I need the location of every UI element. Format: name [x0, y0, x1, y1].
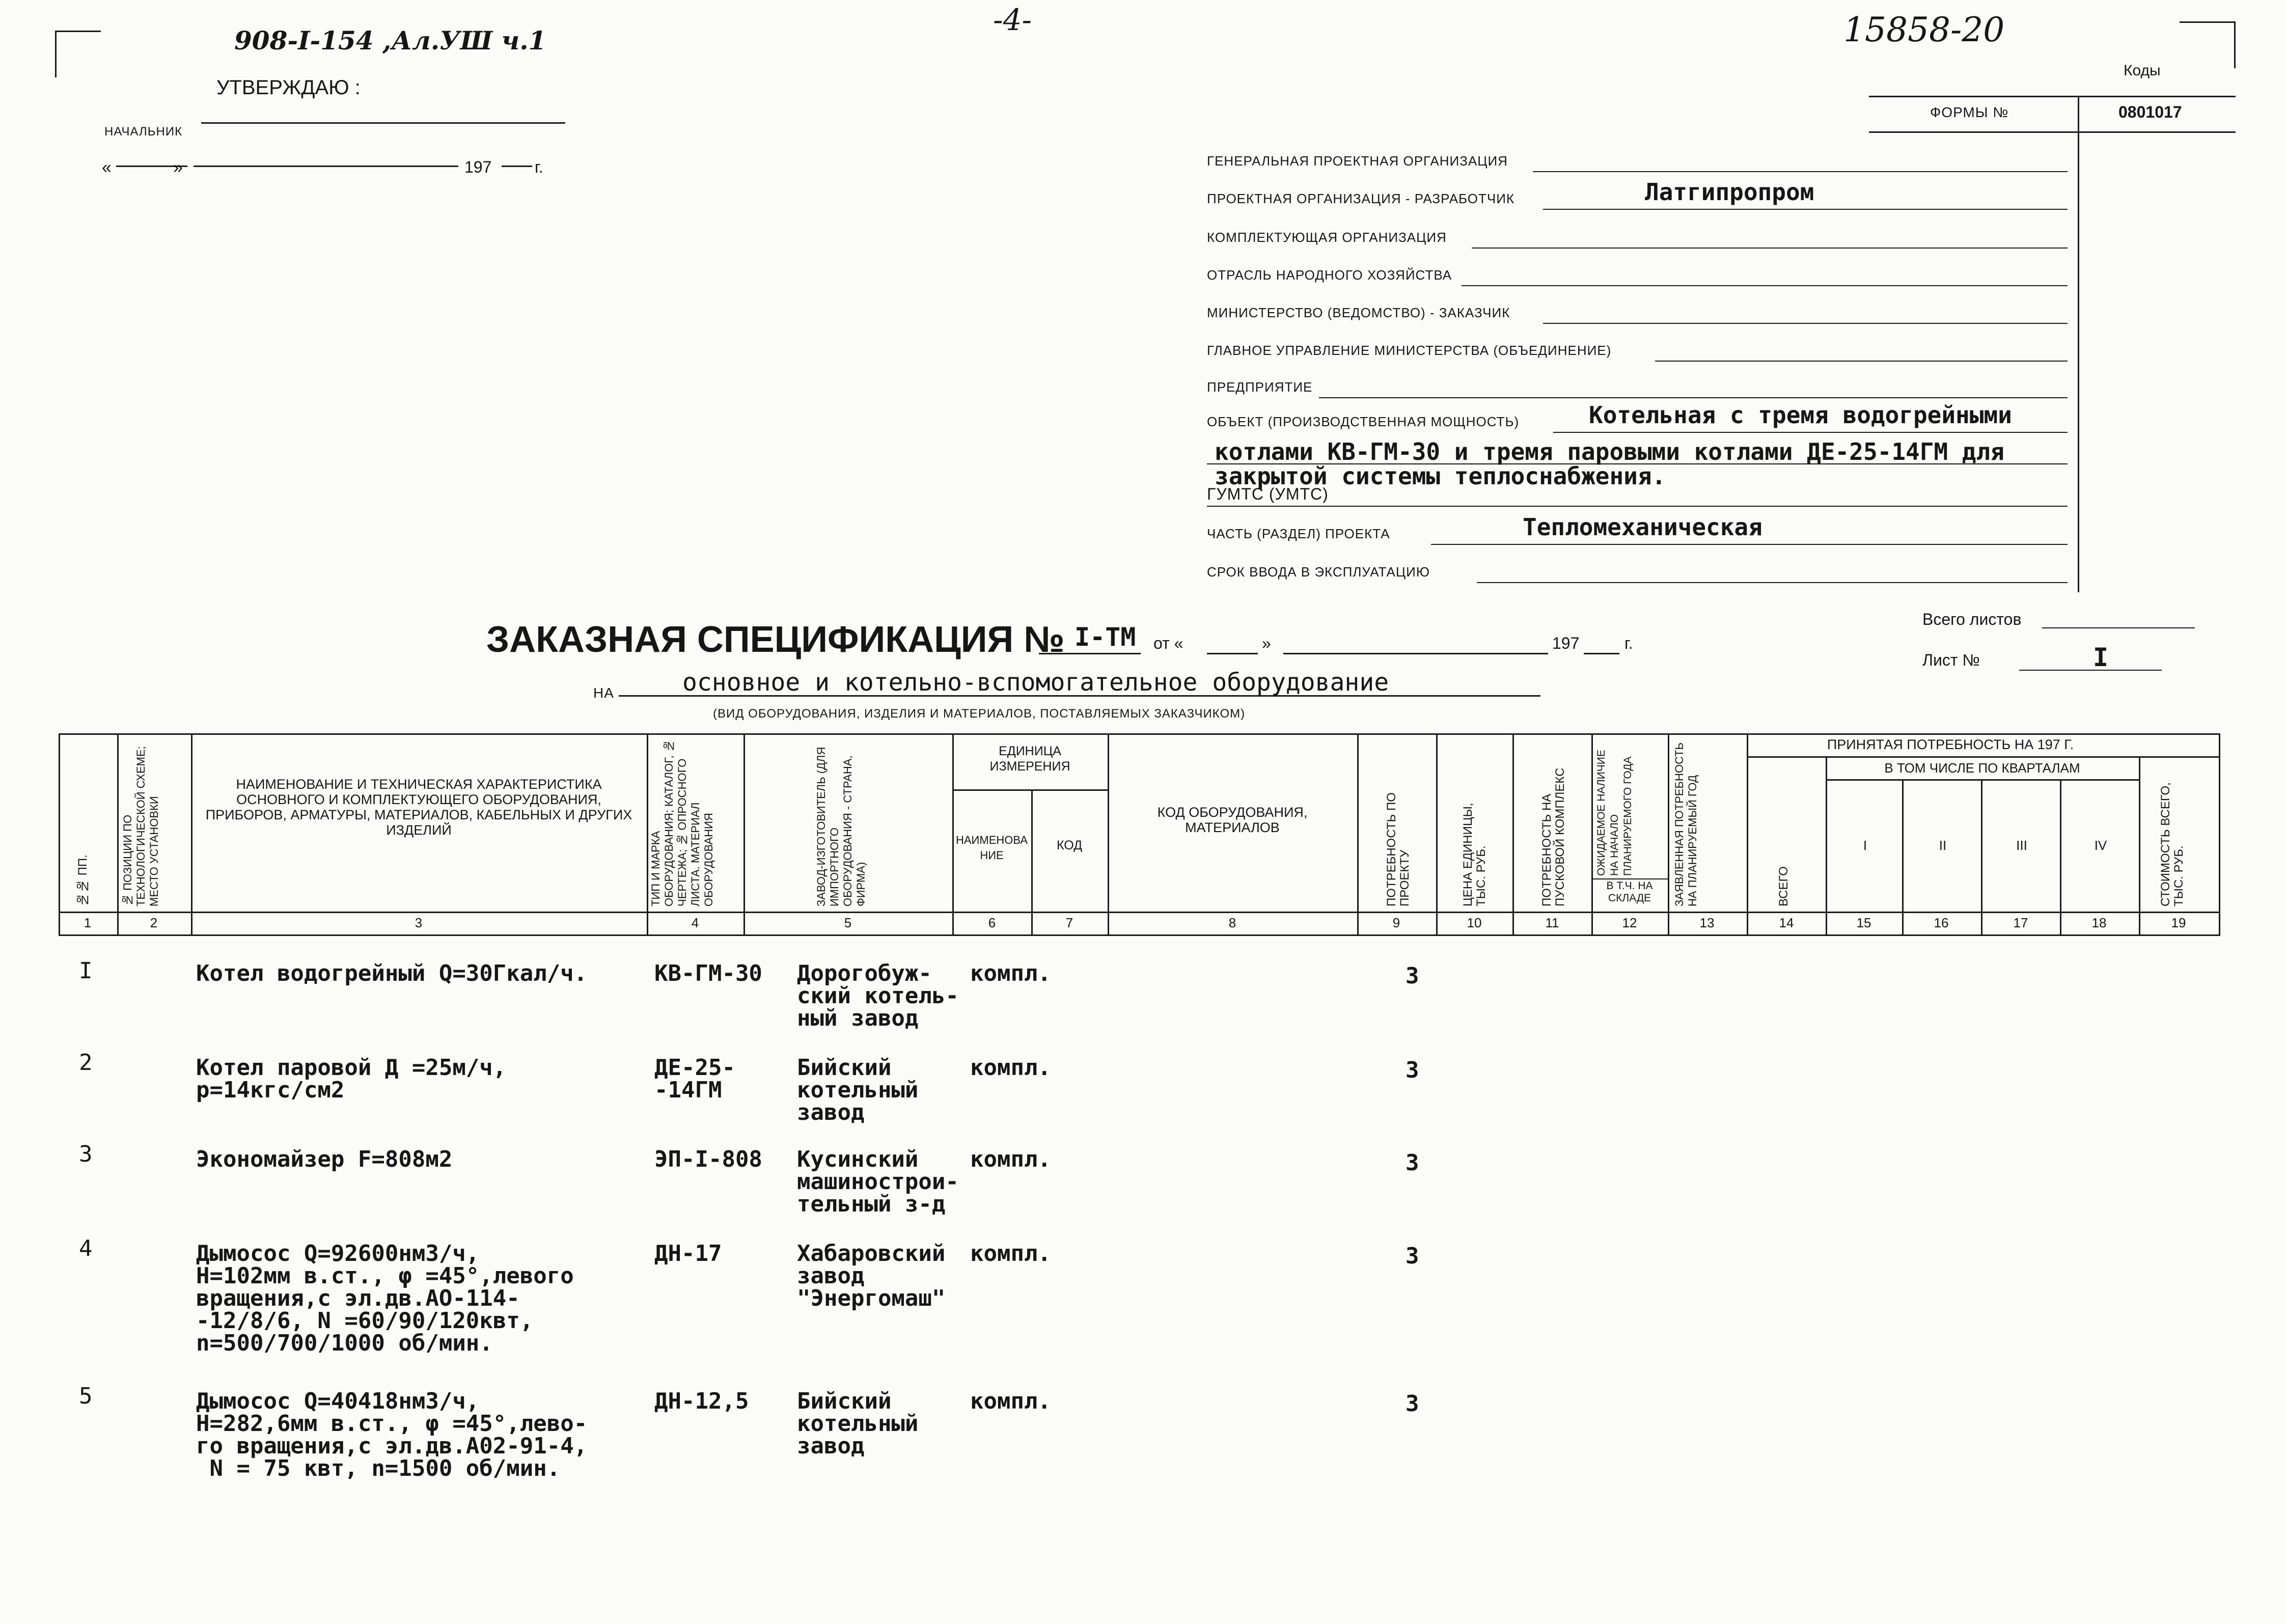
row-number: 3	[79, 1141, 93, 1167]
colnum: 5	[844, 915, 852, 930]
colnum: 14	[1779, 915, 1794, 930]
org-row-ministry	[1207, 293, 2068, 324]
row-unit: компл.	[970, 1388, 1051, 1414]
developer-name: Латгипропром	[1645, 178, 1814, 206]
corner-mark-left	[55, 31, 57, 77]
row-number: I	[79, 958, 93, 984]
colnum: 2	[150, 915, 158, 930]
codes-title: Коды	[2124, 62, 2161, 79]
row-name-line: вращения,с эл.дв.АО-114-	[196, 1285, 520, 1311]
header-price: ЦЕНА ЕДИНИЦЫ, ТЫС. РУБ.	[1461, 803, 1488, 906]
header-unit-name: НАИМЕНОВАНИЕ	[956, 834, 1028, 862]
org-line	[1543, 323, 2068, 324]
project-part: Тепломеханическая	[1523, 513, 1762, 541]
header-expected: ОЖИДАЕМОЕ НАЛИЧИЕ НА НАЧАЛО ПЛАНИРУЕМОГО ГОДА	[1595, 750, 1634, 876]
col-line	[1031, 789, 1033, 934]
org-line	[1462, 285, 2068, 286]
org-row-object	[1207, 402, 2068, 433]
unit-subheader-line	[952, 789, 1108, 791]
date-year-suffix: г.	[535, 158, 543, 176]
org-row-project-part	[1207, 514, 2068, 545]
spec-number-line	[1039, 653, 1141, 654]
colnum: 13	[1699, 915, 1715, 930]
subject-line	[619, 695, 1540, 697]
header-pp: №№ ПП.	[76, 855, 90, 906]
object-continued-2: закрытой системы теплоснабжения.	[1215, 462, 1666, 490]
col-line	[1591, 733, 1593, 934]
row-unit: компл.	[970, 1146, 1051, 1172]
header-quarters: В ТОМ ЧИСЛЕ ПО КВАРТАЛАМ	[1884, 760, 2080, 776]
approve-label: УТВЕРЖДАЮ :	[216, 76, 361, 99]
row-maker-line: Хабаровский	[797, 1241, 946, 1267]
col-line	[2219, 733, 2220, 934]
table-top-border	[59, 733, 2220, 735]
subject-caption: (ВИД ОБОРУДОВАНИЯ, ИЗДЕЛИЯ И МАТЕРИАЛОВ, ПОСТАВЛЯЕМЫХ ЗАКАЗЧИКОМ)	[713, 707, 1246, 721]
col12-sub-line	[1591, 878, 1668, 879]
org-label: МИНИСТЕРСТВО (ВЕДОМСТВО) - ЗАКАЗЧИК	[1207, 305, 1510, 320]
spec-number: I-ТМ	[1075, 622, 1136, 652]
header-q4: IV	[2094, 838, 2107, 853]
sheet-no: I	[2093, 643, 2109, 672]
row-maker-line: завод	[797, 1099, 865, 1125]
org-label: ГУМТС (УМТС)	[1207, 485, 1329, 503]
row-unit: компл.	[970, 1055, 1051, 1081]
spec-year-line	[1584, 653, 1619, 654]
header-need: ПОТРЕБНОСТЬ ПО ПРОЕКТУ	[1385, 792, 1412, 906]
colnum: 7	[1065, 915, 1073, 930]
col-line	[1668, 733, 1669, 934]
row-maker-line: ный завод	[797, 1005, 919, 1031]
org-line	[1431, 544, 2068, 545]
table-colnum-bottom	[59, 934, 2220, 936]
colnum: 19	[2171, 915, 2186, 930]
row-qty: 3	[1406, 1150, 1419, 1176]
chief-signature-line	[201, 122, 565, 124]
sheet-no-label: Лист №	[1922, 651, 1980, 669]
colnum: 16	[1934, 915, 1949, 930]
row-name-line: n=500/700/1000 об/мин.	[196, 1330, 493, 1356]
col-line	[952, 733, 954, 934]
date-quote-open: «	[102, 158, 112, 177]
row-maker-line: тельный з-д	[797, 1191, 946, 1217]
col-line	[1902, 779, 1904, 934]
spec-quote-close: »	[1262, 634, 1271, 652]
spec-day-line	[1207, 653, 1258, 654]
spec-month-line	[1283, 653, 1548, 654]
header-warehouse: В Т.Ч. НА СКЛАДЕ	[1606, 880, 1653, 904]
header-position: № ПОЗИЦИИ ПО ТЕХНОЛОГИЧЕСКОЙ СХЕМЕ; МЕСТО УСТАНОВКИ	[121, 746, 160, 906]
row-type-line: ДН-12,5	[654, 1388, 749, 1414]
codes-divider	[2078, 96, 2079, 592]
row-maker-line: котельный	[797, 1411, 919, 1437]
org-label: ОТРАСЛЬ НАРОДНОГО ХОЗЯЙСТВА	[1207, 267, 1452, 283]
row-maker-line: ский котель-	[797, 983, 959, 1009]
row-maker-line: Кусинский	[797, 1146, 919, 1172]
header-unit-group: ЕДИНИЦА ИЗМЕРЕНИЯ	[989, 744, 1070, 774]
org-row-commissioning	[1207, 553, 2068, 583]
row-qty: 3	[1406, 963, 1419, 989]
total-sheets-label: Всего листов	[1922, 610, 2022, 628]
row-name-line: -12/8/6, N =60/90/120квт,	[196, 1308, 534, 1334]
org-line	[1477, 582, 2068, 583]
accepted-subheader-line	[1747, 756, 2219, 758]
header-total: ВСЕГО	[1777, 866, 1791, 906]
header-name: НАИМЕНОВАНИЕ И ТЕХНИЧЕСКАЯ ХАРАКТЕРИСТИКА ОСНОВНОГО И КОМПЛЕКТУЮЩЕГО ОБОРУДОВАНИЯ, ПРИБОРОВ, АРМАТУРЫ, МАТЕРИАЛОВ, КАБЕЛЬНЫХ И ДРУГИХ ИЗДЕЛИЙ	[205, 777, 632, 838]
org-row-general	[1207, 142, 2068, 172]
row-name-line: Дымосос Q=92600нм3/ч,	[196, 1241, 480, 1267]
row-unit: компл.	[970, 960, 1051, 986]
row-maker-line: Дорогобуж-	[797, 960, 932, 986]
total-sheets-line	[2042, 627, 2195, 628]
col-line	[743, 733, 745, 934]
corner-mark-left-top	[55, 31, 101, 32]
row-name-line: Н=102мм в.ст., φ =45°,левого	[196, 1263, 574, 1289]
colnum: 10	[1467, 915, 1482, 930]
org-line	[1207, 506, 2068, 507]
header-claimed: ЗАЯВЛЕННАЯ ПОТРЕБНОСТЬ НА ПЛАНИРУЕМЫЙ ГОД	[1673, 742, 1699, 906]
spec-title: ЗАКАЗНАЯ СПЕЦИФИКАЦИЯ №	[486, 619, 1065, 660]
header-q1: I	[1863, 838, 1867, 853]
form-code: 0801017	[2118, 103, 2182, 121]
col-line	[1981, 779, 1982, 934]
col-line	[1436, 733, 1438, 934]
form-number-label: ФОРМЫ №	[1930, 104, 2009, 120]
colnum: 6	[988, 915, 996, 930]
row-number: 2	[79, 1050, 93, 1076]
subject: основное и котельно-вспомогательное оборудование	[682, 668, 1389, 697]
row-type-line: -14ГМ	[654, 1077, 722, 1103]
header-equipment-code: КОД ОБОРУДОВАНИЯ, МАТЕРИАЛОВ	[1157, 805, 1308, 835]
org-row-enterprise	[1207, 368, 2068, 398]
row-unit: компл.	[970, 1241, 1051, 1267]
row-maker-line: "Энергомаш"	[797, 1285, 946, 1311]
row-maker-line: котельный	[797, 1077, 919, 1103]
org-label: СРОК ВВОДА В ЭКСПЛУАТАЦИЮ	[1207, 564, 1430, 580]
header-cost: СТОИМОСТЬ ВСЕГО, ТЫС. РУБ.	[2159, 782, 2186, 906]
col-line	[191, 733, 192, 934]
row-qty: 3	[1406, 1057, 1419, 1083]
org-line	[1543, 209, 2068, 210]
sheet-no-line	[2019, 670, 2162, 671]
subject-na: НА	[593, 685, 614, 701]
codes-top-line	[1869, 96, 2236, 97]
org-label: ГЕНЕРАЛЬНАЯ ПРОЕКТНАЯ ОРГАНИЗАЦИЯ	[1207, 153, 1508, 169]
col-line	[1512, 733, 1514, 934]
row-type-line: КВ-ГМ-30	[654, 960, 762, 986]
header-q3: III	[2016, 838, 2027, 853]
col-line	[2139, 756, 2140, 934]
header-maker: ЗАВОД-ИЗГОТОВИТЕЛЬ (ДЛЯ ИМПОРТНОГО ОБОРУДОВАНИЯ - СТРАНА, ФИРМА)	[815, 747, 867, 906]
doc-code: 908-I-154 ,Ал.УШ ч.1	[234, 25, 546, 56]
org-label: ПРЕДПРИЯТИЕ	[1207, 379, 1313, 395]
table-header-bottom	[59, 912, 2220, 913]
row-maker-line: Бийский	[797, 1055, 892, 1081]
colnum: 15	[1856, 915, 1871, 930]
org-label: ЧАСТЬ (РАЗДЕЛ) ПРОЕКТА	[1207, 526, 1390, 541]
col-line	[2060, 779, 2061, 934]
row-maker-line: машинострои-	[797, 1169, 959, 1195]
corner-mark-right	[2234, 21, 2236, 68]
colnum: 1	[84, 915, 92, 930]
org-line	[1319, 397, 2068, 398]
header-type: ТИП И МАРКА ОБОРУДОВАНИЯ; КАТАЛОГ, № ЧЕРТЕЖА; № ОПРОСНОГО ЛИСТА. МАТЕРИАЛ ОБОРУДОВАНИЯ	[649, 739, 715, 906]
org-label: ОБЪЕКТ (ПРОИЗВОДСТВЕННАЯ МОЩНОСТЬ)	[1207, 414, 1520, 429]
col-line	[1747, 733, 1748, 934]
org-row-gumts	[1207, 476, 2068, 507]
spec-from: от «	[1153, 634, 1183, 652]
quarters-subheader-line	[1826, 779, 2139, 781]
header-q2: II	[1939, 838, 1947, 853]
col-line	[1826, 756, 1827, 934]
date-year: 197	[464, 158, 492, 176]
header-accepted-group: ПРИНЯТАЯ ПОТРЕБНОСТЬ НА 197 Г.	[1827, 737, 2074, 752]
col-line	[1357, 733, 1359, 934]
colnum: 11	[1545, 915, 1559, 930]
org-line	[1553, 432, 2068, 433]
row-maker-line: завод	[797, 1263, 865, 1289]
row-name-line: Котел паровой Д =25м/ч,	[196, 1055, 507, 1081]
date-year-line	[502, 166, 532, 167]
header-launch: ПОТРЕБНОСТЬ НА ПУСКОВОЙ КОМПЛЕКС	[1540, 767, 1567, 906]
date-month-line	[194, 166, 458, 167]
colnum: 18	[2091, 915, 2107, 930]
row-number: 5	[79, 1383, 93, 1409]
codes-form-line	[1869, 131, 2236, 133]
row-name-line: го вращения,с эл.дв.А02-91-4,	[196, 1433, 588, 1459]
col-line	[117, 733, 119, 934]
row-maker-line: завод	[797, 1433, 865, 1459]
org-label: ГЛАВНОЕ УПРАВЛЕНИЕ МИНИСТЕРСТВА (ОБЪЕДИНЕНИЕ)	[1207, 343, 1612, 358]
chief-label: НАЧАЛЬНИК	[104, 125, 183, 139]
col-line	[1108, 733, 1109, 934]
colnum: 17	[2013, 915, 2028, 930]
row-number: 4	[79, 1235, 93, 1261]
org-label: КОМПЛЕКТУЮЩАЯ ОРГАНИЗАЦИЯ	[1207, 230, 1447, 245]
row-maker-line: Бийский	[797, 1388, 892, 1414]
org-row-developer	[1207, 179, 2068, 210]
colnum: 3	[415, 915, 423, 930]
row-name-line: Н=282,6мм в.ст., φ =45°,лево-	[196, 1411, 588, 1437]
archive-number: 15858-20	[1843, 10, 2005, 49]
row-name-line: N = 75 квт, n=1500 об/мин.	[196, 1455, 561, 1481]
colnum: 12	[1622, 915, 1637, 930]
colnum: 8	[1228, 915, 1236, 930]
object-name: Котельная с тремя водогрейными	[1589, 401, 2012, 429]
row-name-line: р=14кгс/см2	[196, 1077, 345, 1103]
colnum: 9	[1392, 915, 1400, 930]
org-line	[1472, 247, 2068, 249]
org-line	[1533, 171, 2068, 172]
row-qty: 3	[1406, 1243, 1419, 1269]
spec-year: 197	[1552, 634, 1580, 652]
header-unit-code: КОД	[1056, 838, 1083, 852]
org-row-industry	[1207, 256, 2068, 286]
org-row-main-dept	[1207, 331, 2068, 362]
row-type-line: ДН-17	[654, 1241, 722, 1267]
page-mark: -4-	[993, 3, 1032, 37]
object-continued-1: котлами КВ-ГМ-30 и тремя паровыми котлами ДЕ-25-14ГМ для	[1215, 438, 2004, 465]
col-line	[647, 733, 648, 934]
row-type-line: ЭП-I-808	[654, 1146, 762, 1172]
org-row-supplier	[1207, 218, 2068, 249]
date-quote-close: »	[173, 158, 183, 177]
row-name-line: Экономайзер F=808м2	[196, 1146, 453, 1172]
org-line	[1655, 361, 2068, 362]
row-type-line: ДЕ-25-	[654, 1055, 735, 1081]
row-qty: 3	[1406, 1391, 1419, 1417]
col-line	[59, 733, 60, 934]
row-name-line: Котел водогрейный Q=30Гкал/ч.	[196, 960, 588, 986]
spec-year-suffix: г.	[1624, 634, 1633, 652]
row-name-line: Дымосос Q=40418нм3/ч,	[196, 1388, 480, 1414]
org-label: ПРОЕКТНАЯ ОРГАНИЗАЦИЯ - РАЗРАБОТЧИК	[1207, 191, 1515, 206]
colnum: 4	[691, 915, 699, 930]
corner-mark-right-top	[2180, 21, 2236, 23]
